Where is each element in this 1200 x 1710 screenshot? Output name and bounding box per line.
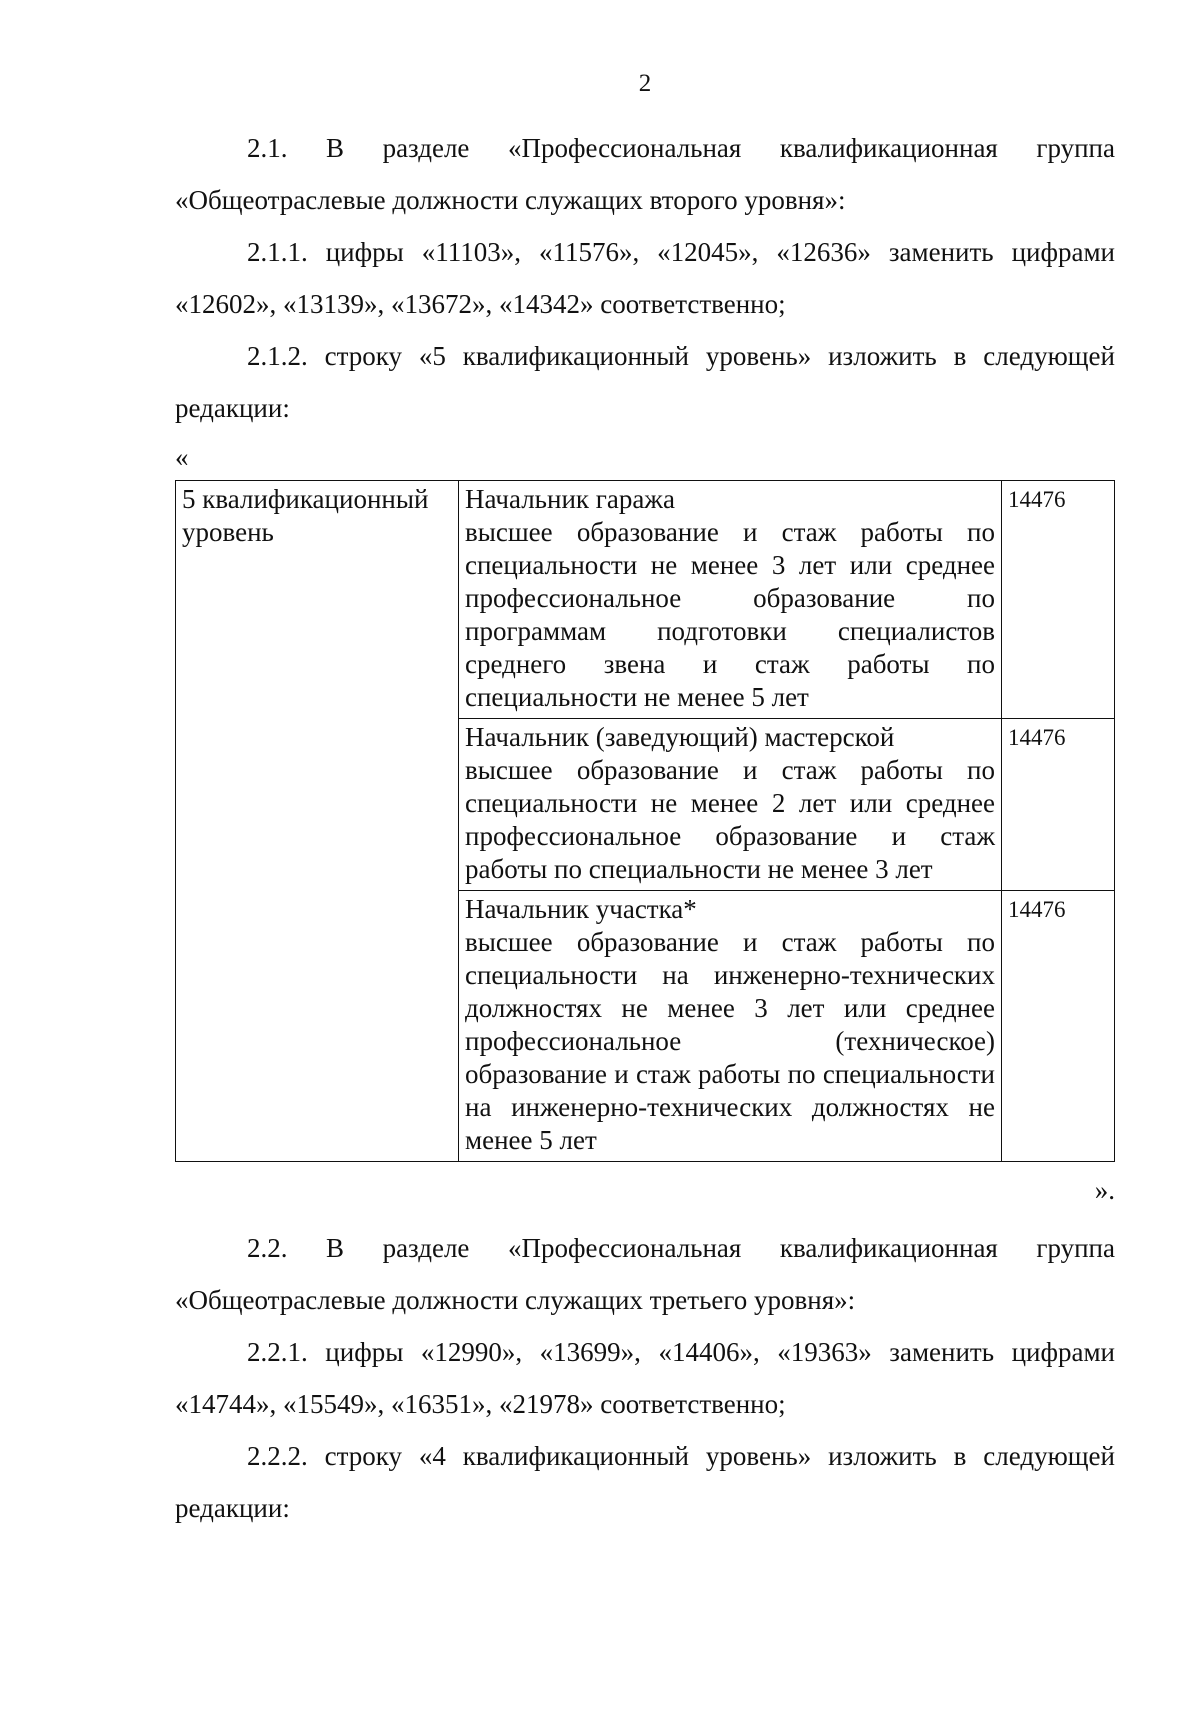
table-row [176, 481, 1115, 719]
quote-close-mark: ». [1094, 1175, 1115, 1205]
qualification-level-cell: 5 квалификационный уровень [176, 481, 459, 1162]
section-2-2-intro: 2.2. В разделе «Профессиональная квалификационная группа «Общеотраслевые должности служащих третьего уровня»: [175, 1233, 1115, 1315]
page-number: 2 [638, 70, 652, 97]
position-cell [459, 891, 1002, 1162]
position-requirements: высшее образование и стаж работы по специальности не менее 2 лет или среднее профессиональное образование и стаж работы по специальности не менее 3 лет [465, 755, 995, 884]
position-requirements: высшее образование и стаж работы по специальности не менее 3 лет или среднее профессиональное образование по программам подготовки специалистов среднего звена и стаж работы по специальности не менее 5 лет [465, 517, 995, 712]
position-title: Начальник гаража [465, 484, 675, 514]
position-cell [459, 481, 1002, 719]
document-body [175, 122, 1115, 1534]
section-2-1-2: 2.1.2. строку «5 квалификационный уровень» изложить в следующей редакции: [175, 341, 1115, 423]
position-title: Начальник (заведующий) мастерской [465, 722, 895, 752]
position-title: Начальник участка* [465, 894, 697, 924]
salary-cell: 14476 [1002, 481, 1115, 719]
salary-cell: 14476 [1002, 891, 1115, 1162]
section-2-1-1: 2.1.1. цифры «11103», «11576», «12045», «12636» заменить цифрами «12602», «13139», «13672», «14342» соответственно; [175, 237, 1115, 319]
section-2-1-intro: 2.1. В разделе «Профессиональная квалификационная группа «Общеотраслевые должности служащих второго уровня»: [175, 133, 1115, 215]
section-2-2-1: 2.2.1. цифры «12990», «13699», «14406», «19363» заменить цифрами «14744», «15549», «16351», «21978» соответственно; [175, 1337, 1115, 1419]
position-cell [459, 719, 1002, 891]
salary-cell: 14476 [1002, 719, 1115, 891]
qualification-table [175, 480, 1115, 1162]
quote-open-mark: « [175, 442, 189, 472]
section-2-2-2: 2.2.2. строку «4 квалификационный уровень» изложить в следующей редакции: [175, 1441, 1115, 1523]
position-requirements: высшее образование и стаж работы по специальности на инженерно-технических должностях не менее 3 лет или среднее профессиональное (техническое) образование и стаж работы по специальности на инженерно-технических должностях не менее 5 лет [465, 927, 995, 1155]
